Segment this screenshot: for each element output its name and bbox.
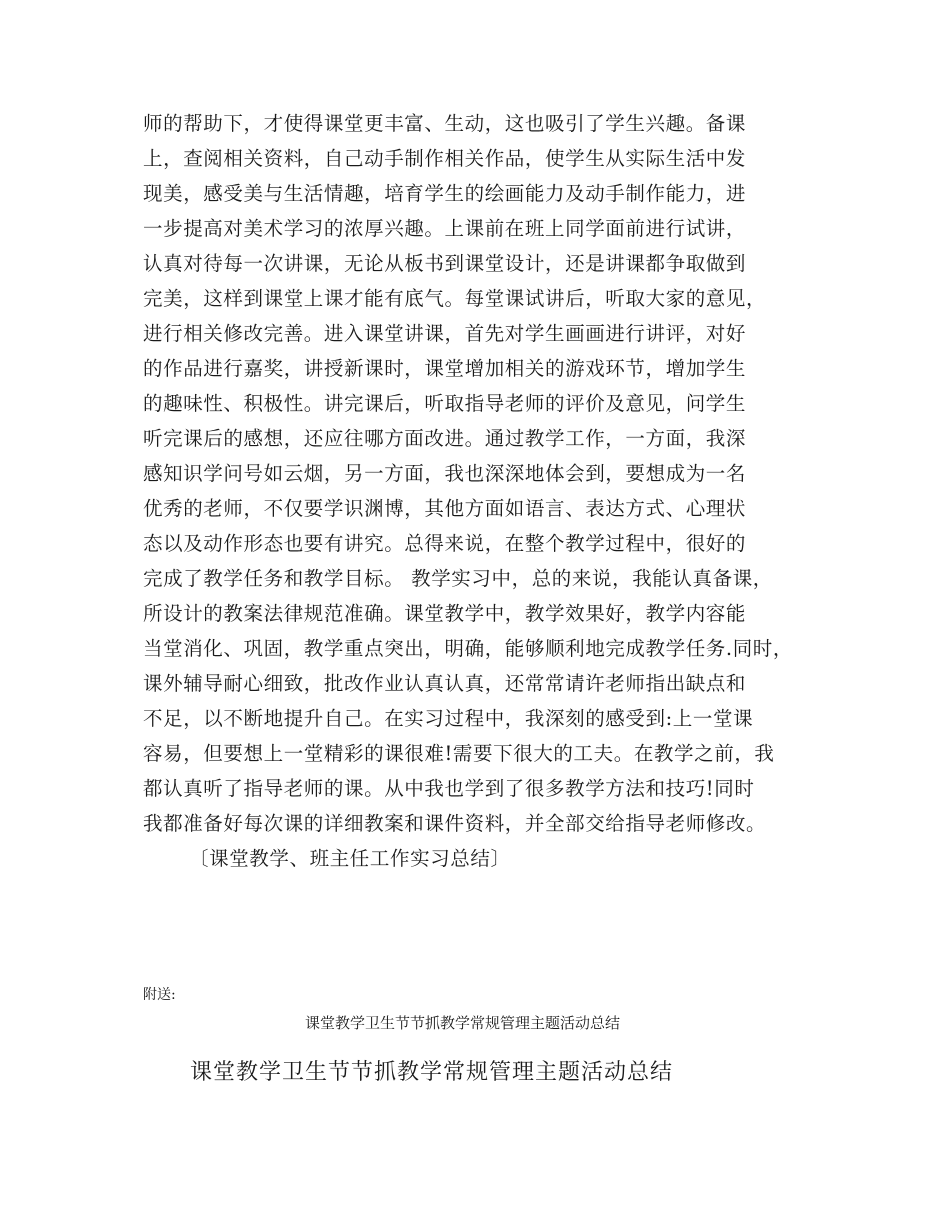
text-line: 上，查阅相关资料，自己动手制作相关作品，使学生从实际生活中发	[143, 147, 747, 170]
text-line: 优秀的老师，不仅要学识渊博，其他方面如语言、表达方式、心理状	[143, 497, 747, 520]
text-line: 不足，以不断地提升自己。在实习过程中，我深刻的感受到:上一堂课	[143, 707, 754, 730]
text-line: 的作品进行嘉奖，讲授新课时，课堂增加相关的游戏环节，增加学生	[143, 357, 747, 380]
text-line: 进行相关修改完善。进入课堂讲课，首先对学生画画进行讲评，对好	[143, 322, 747, 345]
text-line: 当堂消化、巩固，教学重点突出，明确，能够顺利地完成教学任务.同时，	[143, 637, 793, 660]
text-line: 所设计的教案法律规范准确。课堂教学中，教学效果好，教学内容能	[143, 602, 747, 625]
text-line: 我都准备好每次课的详细教案和课件资料，并全部交给指导老师修改。	[143, 812, 767, 835]
text-line: 认真对待每一次讲课，无论从板书到课堂设计，还是讲课都争取做到	[143, 252, 747, 275]
closing-note: 〔课堂教学、班主任工作实习总结〕	[189, 847, 511, 870]
text-line: 完美，这样到课堂上课才能有底气。每堂课试讲后，听取大家的意见，	[143, 287, 767, 310]
text-line: 感知识学问号如云烟，另一方面，我也深深地体会到，要想成为一名	[143, 462, 747, 485]
appendix-title-small: 课堂教学卫生节节抓教学常规管理主题活动总结	[305, 1014, 621, 1032]
text-line: 师的帮助下，才使得课堂更丰富、生动，这也吸引了学生兴趣。备课	[143, 112, 747, 135]
appendix-label: 附送:	[143, 987, 176, 1003]
text-line: 的趣味性、积极性。讲完课后，听取指导老师的评价及意见，问学生	[143, 392, 747, 415]
appendix-title-large: 课堂教学卫生节节抓教学常规管理主题活动总结	[190, 1060, 674, 1085]
text-line: 都认真听了指导老师的课。从中我也学到了很多教学方法和技巧!同时	[143, 777, 755, 800]
body-text	[143, 106, 843, 876]
text-line: 态以及动作形态也要有讲究。总得来说，在整个教学过程中，很好的	[143, 532, 747, 555]
text-line: 容易，但要想上一堂精彩的课很难!需要下很大的工夫。在教学之前，我	[143, 742, 775, 765]
text-line: 一步提高对美术学习的浓厚兴趣。上课前在班上同学面前进行试讲，	[143, 217, 747, 240]
text-line: 课外辅导耐心细致，批改作业认真认真，还常常请许老师指出缺点和	[143, 672, 747, 695]
text-line: 听完课后的感想，还应往哪方面改进。通过教学工作，一方面，我深	[143, 427, 747, 450]
text-line: 完成了教学任务和教学目标。 教学实习中，总的来说，我能认真备课，	[143, 567, 773, 590]
text-line: 现美，感受美与生活情趣，培育学生的绘画能力及动手制作能力，进	[143, 182, 747, 205]
